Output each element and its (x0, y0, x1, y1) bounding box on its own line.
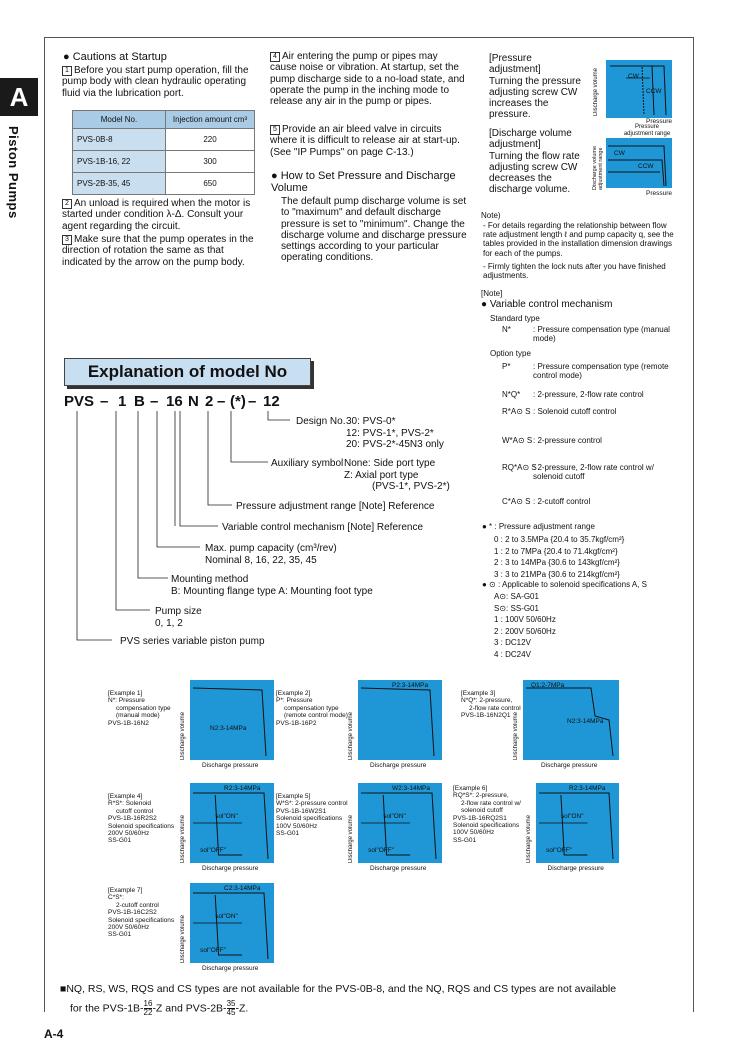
example-range-tag: N2:3-14MPa (210, 725, 247, 732)
example-ylabel: Discharge volume (180, 814, 186, 863)
example-ylabel: Discharge volume (526, 814, 532, 863)
aux-values: None: Side port type Z: Axial port type (PVS-1*, PVS-2*) (344, 458, 450, 492)
fig1-ylabel: Discharge volume (593, 67, 599, 116)
example-label: [Example 2] P*: Pressure compensation type (remote control mode) PVS-1B-16P2 (276, 690, 348, 727)
example-range-tag: R2:3-14MPa (569, 785, 606, 792)
vcm-std-desc: : Pressure compensation type (manual mode) (533, 325, 670, 344)
example-xlabel: Discharge pressure (202, 865, 259, 872)
howto-title: ● How to Set Pressure and Discharge Volume (271, 170, 456, 194)
example-ylabel: Discharge volume (513, 711, 519, 760)
sol-on-label: sol"ON" (560, 813, 584, 820)
example-xlabel: Discharge pressure (202, 965, 259, 972)
vcm-opt-code: P* (502, 362, 511, 371)
example-ylabel: Discharge volume (348, 814, 354, 863)
section-label: Piston Pumps (6, 126, 21, 219)
example-range-tag: W2:3-14MPa (392, 785, 430, 792)
example-range-tag: C2:3-14MPa (224, 885, 261, 892)
notes-title: Note) (481, 211, 501, 220)
pressure-adjust-text: [Pressure adjustment] Turning the pressure adjusting screw CW increases the pressure. (489, 53, 581, 121)
example-chart (190, 680, 274, 760)
example-xlabel: Discharge pressure (541, 762, 598, 769)
vcm-opt-desc: : 2-pressure, 2-flow rate control (533, 390, 644, 399)
star-title: ● * : Pressure adjustment range (482, 522, 595, 531)
example-chart (358, 680, 442, 760)
fig1-xlabel: Pressure (646, 118, 673, 125)
example-chart (523, 680, 619, 760)
vcm-opt-desc: : Pressure compensation type (remote control mode) (533, 362, 669, 381)
vcm-title: ● Variable control mechanism (481, 299, 613, 310)
note-item-2: - Firmly tighten the lock nuts after you have finished adjustments. (483, 262, 666, 281)
capacity: Max. pump capacity (cm³/rev) Nominal 8, 16, 22, 35, 45 (205, 543, 337, 566)
example-range-tag: Q1:2-7MPa (531, 682, 565, 689)
section-tab: A (0, 78, 38, 116)
vcm-opt-code: C*A⊙ S (502, 497, 531, 506)
footnote-line-1: ■NQ, RS, WS, RQS and CS types are not available for the PVS-0B-8, and the NQ, RQS and CS types are not available (60, 983, 617, 995)
vcm-opt-code: RQ*A⊙ S (502, 463, 537, 472)
pressure-adjust-figure: CW CCW (606, 60, 672, 118)
fig2-xlabel: Pressure (646, 190, 673, 197)
series: PVS series variable piston pump (120, 636, 265, 647)
vcm-opt-code: R*A⊙ S (502, 407, 531, 416)
example-range-tag: R2:3-14MPa (224, 785, 261, 792)
sol-list: A⊙: SA-G01 S⊙: SS-G01 1 : 100V 50/60Hz 2 : 200V 50/60Hz 3 : DC12V 4 : DC24V (494, 592, 556, 659)
vcm-note: [Note] (481, 289, 503, 298)
sol-on-label: sol"ON" (383, 813, 406, 820)
page-number: A-4 (44, 1027, 64, 1041)
caution-item-5: 5 Provide an air bleed valve in circuits where it is difficult to release air at start-up. (See "IP Pumps" on page C-13.) (270, 124, 460, 158)
fig2-ylabel: Discharge volume adjustment range (592, 145, 604, 190)
footnote-line-2: for the PVS-1B- $\frac{16}{22}$ -Z and PVS-2B- $\frac{35}{45}$ -Z. (70, 999, 249, 1017)
example-label: [Example 1] N*: Pressure compensation type (manual mode) PVS-1B-16N2 (108, 690, 171, 727)
example-ylabel: Discharge volume (180, 914, 186, 963)
model-no-title: Explanation of model No (64, 358, 311, 386)
vcm-opt-desc: : 2-pressure, 2-flow rate control w/ solenoid cutoff (533, 463, 654, 482)
design-label: Design No. (296, 416, 346, 427)
vcm-std-code: N* (502, 325, 511, 334)
sol-off-label: sol"OFF" (545, 847, 572, 854)
example-label: [Example 7] C*S*: 2-cutoff control PVS-1B-16C2S2 Solenoid specifications 200V 50/60Hz SS-G01 (108, 887, 175, 939)
sol-on-label: sol"ON" (215, 813, 238, 820)
example-ylabel: Discharge volume (348, 711, 354, 760)
example-chart (190, 783, 274, 863)
example-chart (190, 883, 274, 963)
example-range-tag: N2:3-14MPa (567, 718, 604, 726)
example-label: [Example 6] RQ*S*: 2-pressure, 2-flow rate control w/ solenoid cutoff PVS-1B-16RQ2S1 Solenoid specifications 100V 50/60Hz SS-G01 (453, 785, 521, 844)
mounting: Mounting method B: Mounting flange type A: Mounting foot type (171, 574, 373, 597)
example-xlabel: Discharge pressure (370, 762, 427, 769)
aux-label: Auxiliary symbol (271, 458, 344, 469)
cautions-title: ● Cautions at Startup (63, 51, 167, 63)
sol-off-label: sol"OFF" (368, 847, 394, 854)
sol-off-label: sol"OFF" (200, 947, 226, 954)
example-xlabel: Discharge pressure (547, 865, 604, 872)
example-xlabel: Discharge pressure (370, 865, 427, 872)
example-chart (536, 783, 619, 863)
vcm-ref: Variable control mechanism [Note] Reference (222, 522, 424, 533)
fig1-range-label: Pressure adjustment range (623, 124, 671, 137)
injection-table: Model No. Injection amount cm³ PVS-0B-8 220 PVS-1B-16, 22 300 PVS-2B-35, 45 650 (72, 110, 255, 195)
vcm-opt-desc: : Solenoid cutoff control (533, 407, 617, 416)
sol-title: ● ⊙ : Applicable to solenoid specifications A, S (482, 580, 647, 589)
star-list: 0 : 2 to 3.5MPa {20.4 to 35.7kgf/cm²} 1 : 2 to 7MPa {20.4 to 71.4kgf/cm²} 2 : 3 to 14MPa {30.6 to 143kgf/cm²} 3 : 3 to 21MPa {30.6 to 214kgf/cm²} (494, 535, 625, 579)
vcm-opt-code: N*Q* (502, 390, 521, 399)
example-label: [Example 4] R*S*: Solenoid cutoff control PVS-1B-16R2S2 Solenoid specifications 200V 50/60Hz SS-G01 (108, 793, 175, 845)
vcm-option: Option type (490, 349, 531, 358)
pump-size: Pump size 0, 1, 2 (155, 606, 202, 629)
vcm-standard: Standard type (490, 314, 540, 323)
pressure-range-ref: Pressure adjustment range [Note] Reference (236, 501, 435, 512)
caution-item-4: 4 Air entering the pump or pipes may cause noise or vibration. At startup, set the pump discharge side to a no-load state, and operate the pump in the inching mode to release any air in the pump or pipes. (270, 51, 465, 108)
vcm-opt-desc: : 2-pressure control (533, 436, 602, 445)
discharge-adjust-figure: CW CCW (606, 138, 672, 188)
example-label: [Example 3] N*Q*: 2-pressure, 2-flow rate control PVS-1B-16N2Q1 (461, 690, 521, 720)
design-values: 30: PVS-0* 12: PVS-1*, PVS-2* 20: PVS-2*-45N3 only (346, 416, 444, 450)
vcm-opt-desc: : 2-cutoff control (533, 497, 591, 506)
caution-item-1: 1 Before you start pump operation, fill the pump body with clean hydraulic operating fluid via the lubrication port. (62, 65, 249, 99)
discharge-adjust-text: [Discharge volume adjustment] Turning the flow rate adjusting screw CW decreases the discharge volume. (489, 128, 580, 196)
howto-text: The default pump discharge volume is set to "maximum" and default discharge pressure is set to "minimum". Change the discharge volume and discharge pressure settings according to your particular operating conditions. (281, 196, 467, 264)
example-ylabel: Discharge volume (180, 711, 186, 760)
caution-item-3: 3 Make sure that the pump operates in the direction of rotation the same as that indicated by the arrow on the pump body. (62, 234, 254, 268)
example-chart (358, 783, 442, 863)
sol-off-label: sol"OFF" (200, 847, 226, 854)
example-xlabel: Discharge pressure (202, 762, 259, 769)
example-range-tag: P2:3-14MPa (392, 682, 429, 689)
example-label: [Example 5] W*S*: 2-pressure control PVS-1B-16W2S1 Solenoid specifications 100V 50/60Hz SS-G01 (276, 793, 348, 838)
vcm-opt-code: W*A⊙ S (502, 436, 533, 445)
sol-on-label: sol"ON" (215, 913, 238, 920)
caution-item-2: 2 An unload is required when the motor is started under condition λ-Δ. Consult your agent regarding the circuit. (62, 198, 251, 232)
note-item-1: - For details regarding the relationship between flow rate adjustment length ℓ and pump capacity q, see the tables provided in the installation dimension drawings for each of the pumps. (483, 221, 674, 258)
